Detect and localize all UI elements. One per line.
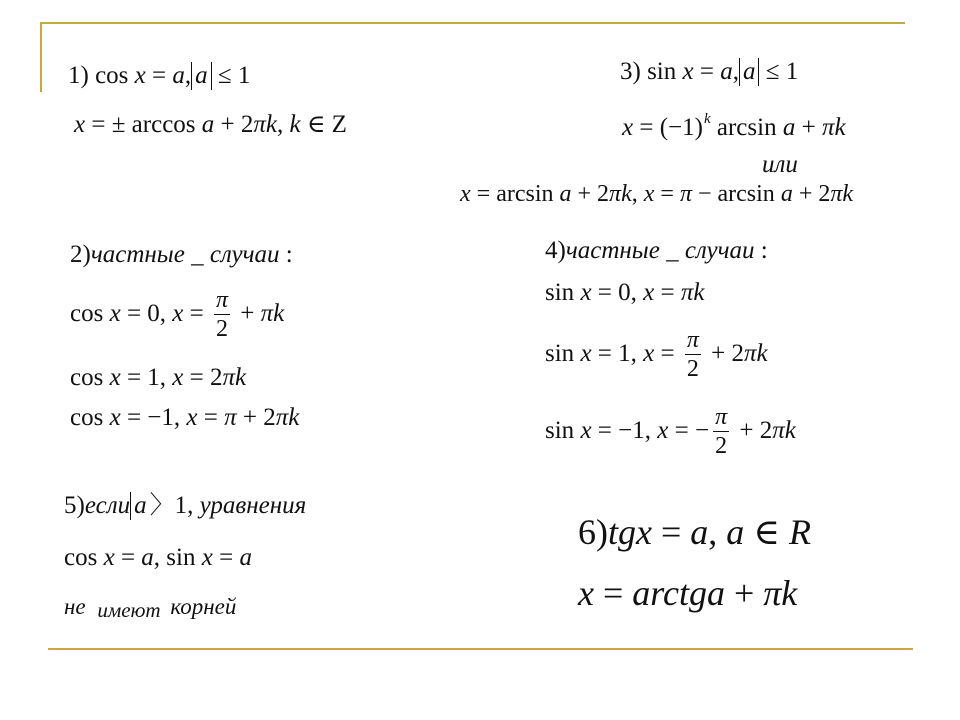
text: = 0, [120, 299, 173, 327]
text: = [183, 299, 211, 327]
text: ∈ [744, 512, 789, 552]
var: π [679, 181, 692, 207]
formula-sin-condition [620, 58, 798, 86]
var: x [622, 114, 634, 141]
var: x [580, 416, 592, 444]
var: x [201, 544, 213, 571]
text: = [654, 279, 681, 306]
exponent: k [703, 111, 711, 127]
text: + [795, 114, 822, 141]
fraction [214, 288, 230, 342]
text: корней [170, 594, 237, 619]
top-rule [40, 22, 905, 24]
text: + 2 [214, 111, 254, 138]
text: tgx [608, 512, 652, 552]
var: a [690, 512, 709, 552]
text: + 2 [571, 181, 610, 207]
var: a [726, 512, 745, 552]
fraction [685, 328, 701, 382]
cos-special-cases-title [70, 242, 293, 267]
var: x [134, 62, 146, 89]
text: , [184, 62, 192, 89]
formula-cos-condition [68, 62, 250, 90]
text: 2) [70, 241, 91, 268]
text: = −1, [591, 416, 658, 444]
no-roots-text [64, 594, 237, 622]
var: x [74, 111, 86, 138]
var: πk [275, 404, 300, 431]
text: arcsin [710, 114, 783, 141]
text: + 2 [792, 181, 831, 207]
text: ∈ Z [300, 111, 347, 138]
text: + [234, 299, 261, 327]
formula-sin-one [545, 328, 768, 382]
var: a [201, 111, 215, 138]
text: 5) [64, 492, 85, 519]
denominator: 2 [216, 316, 229, 343]
formula-cos-zero [70, 288, 284, 342]
var: πk [260, 299, 285, 327]
text: sin [545, 339, 581, 367]
sin-special-cases-title [545, 238, 768, 263]
text: = − [668, 416, 710, 444]
numerator: π [214, 288, 230, 315]
text: cos [70, 299, 110, 327]
text: , [732, 58, 739, 85]
text: + 2 [236, 404, 276, 431]
or-word: или [762, 151, 798, 178]
numerator: π [685, 328, 701, 355]
var: x [682, 58, 694, 85]
var: a [141, 544, 154, 571]
var: x [109, 404, 121, 431]
var: π [224, 404, 237, 431]
text: sin [545, 279, 581, 306]
text: = 1, [591, 339, 644, 367]
text: = [651, 512, 691, 552]
text: = [654, 181, 680, 207]
denominator: 2 [715, 433, 728, 460]
var: πk [744, 339, 768, 367]
text: = 2 [183, 364, 223, 391]
var: x [580, 279, 592, 306]
abs-value: a [130, 492, 150, 520]
text: = [114, 544, 142, 571]
var: x [109, 364, 121, 391]
left-rule [40, 22, 42, 92]
var: x [109, 299, 121, 327]
var: x [643, 181, 655, 207]
formula-sin-solution-expanded [460, 182, 853, 206]
text: частные _ случаи [565, 237, 755, 264]
var: a [559, 181, 572, 207]
var: k [289, 111, 301, 138]
var: x [580, 339, 592, 367]
formula-cos-minus-one [70, 405, 299, 430]
text: : [279, 241, 293, 268]
var: a [720, 58, 733, 85]
formula-cos-one [70, 365, 246, 390]
formula-sin-solution [622, 112, 846, 140]
var: a [239, 544, 252, 571]
text: уравнения [199, 492, 307, 519]
numerator: π [713, 405, 729, 432]
text: + 2 [704, 339, 745, 367]
text: 〉1, [149, 492, 200, 519]
formula-cos-solution [74, 112, 347, 137]
no-roots-condition [64, 492, 306, 520]
formula-tan-solution [578, 575, 797, 611]
formula-sin-minus-one [545, 405, 796, 459]
text: , sin [153, 544, 202, 571]
var: x [657, 416, 669, 444]
text: = [593, 573, 633, 613]
text: = (−1) [633, 114, 703, 141]
text: = ± arccos [85, 111, 202, 138]
text: = 0, [591, 279, 644, 306]
text: = [197, 404, 225, 431]
abs-value: a [739, 58, 760, 86]
text: + 2 [733, 416, 773, 444]
fraction [713, 405, 729, 459]
var: a [172, 62, 185, 89]
abs-value: a [191, 62, 212, 90]
formula-tan-condition [578, 514, 811, 550]
var: x [103, 544, 115, 571]
var: R [788, 512, 811, 552]
var: πk [680, 279, 705, 306]
text: + [724, 573, 764, 613]
text: 3) sin [620, 58, 683, 85]
text: ≤ 1 [759, 58, 799, 85]
text: = [693, 58, 721, 85]
text: cos [70, 404, 110, 431]
var: x [643, 339, 655, 367]
var: πk [763, 573, 798, 613]
var: a [782, 114, 796, 141]
text: : [754, 237, 768, 264]
bottom-rule [48, 648, 913, 650]
var: x [186, 404, 198, 431]
text: − arcsin [691, 181, 781, 207]
var: x [643, 279, 655, 306]
text: имеют [97, 598, 161, 622]
text: частные _ случаи [90, 241, 280, 268]
text: cos [70, 364, 110, 391]
text: arctga [632, 573, 725, 613]
text: если [84, 492, 131, 519]
text: = [212, 544, 240, 571]
text: = arcsin [470, 181, 560, 207]
text: 4) [545, 237, 566, 264]
var: x [172, 299, 184, 327]
denominator: 2 [686, 356, 699, 383]
var: πk [821, 114, 846, 141]
text: sin [545, 416, 581, 444]
var: x [460, 181, 471, 207]
text: = −1, [120, 404, 187, 431]
var: πk [609, 181, 632, 207]
text: , [708, 512, 727, 552]
var: πk [830, 181, 854, 207]
var: πk [253, 111, 278, 138]
text: 1) cos [68, 62, 135, 89]
var: a [780, 181, 793, 207]
text: = [145, 62, 173, 89]
text: = [654, 339, 681, 367]
formula-sin-zero [545, 280, 705, 305]
no-roots-equations [64, 545, 252, 570]
text: , [277, 111, 290, 138]
var: πk [222, 364, 247, 391]
var: x [578, 573, 594, 613]
text: , [631, 181, 644, 207]
text: = 1, [120, 364, 173, 391]
text: ≤ 1 [211, 62, 251, 89]
text: cos [64, 544, 104, 571]
text: не [64, 594, 86, 619]
var: πk [772, 416, 796, 444]
var: x [172, 364, 184, 391]
text: 6) [578, 512, 608, 552]
